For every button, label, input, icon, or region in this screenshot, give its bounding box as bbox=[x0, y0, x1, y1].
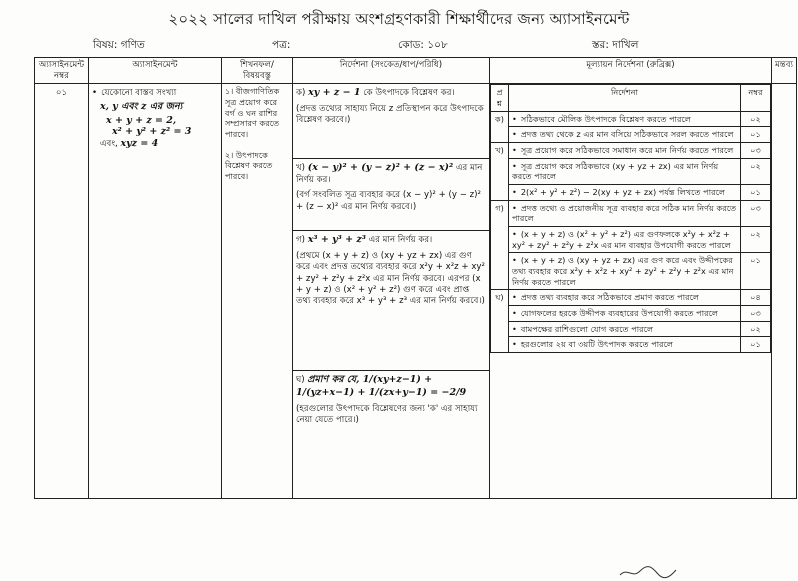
rubric-question-label: ঘ) bbox=[491, 290, 509, 353]
rubric-marks: ০৩ bbox=[741, 200, 771, 226]
rubric-marks: ০২ bbox=[741, 111, 771, 127]
question-hint: (প্রথমে (x + y + z) ও (xy + yz + zx) এর গুণ করে এবং প্রদত্ত তথ্যের ব্যবহার করে x²y + x²z + xy² + zy² + z²y + z²x এর মান নির্ণয় করবে। এরপর (x + y + z) ও (x² + y² + z²) গুণ করে এবং প্রাপ্ত তথ্য ব্যবহার করে x³ + y³ + z³ এর মান নির্ণয় করবে।) bbox=[296, 251, 485, 307]
rubric-row bbox=[491, 143, 771, 159]
rubric-marks: ০১ bbox=[741, 185, 771, 201]
rubric-row bbox=[491, 227, 771, 253]
equation-1: x + y + z = 2, bbox=[106, 115, 177, 127]
rubric-row bbox=[491, 290, 771, 306]
equation-3: xyz = 4 bbox=[120, 138, 159, 150]
rubric-instruction: সঠিকভাবে মৌলিক উৎপাদকে বিশ্লেষণ করতে পারলে bbox=[520, 113, 691, 124]
instructions-cell bbox=[293, 84, 490, 499]
question-tail: এর মান নির্ণয় কর। bbox=[368, 235, 433, 246]
assignment-table bbox=[34, 57, 797, 499]
assignment-cell bbox=[89, 84, 222, 499]
rubric-instruction: প্রদত্ত তথ্য ব্যবহার করে সঠিকভাবে প্রমাণ করতে পারলে bbox=[520, 292, 699, 303]
rubric-question-label: খ) bbox=[491, 143, 509, 201]
rubric-instruction: সূত্র প্রয়োগ করে সঠিকভাবে (xy + yz + zx) এর মান নির্ণয় করতে পারলে bbox=[512, 160, 719, 182]
question-label: ঘ) bbox=[296, 375, 305, 386]
col-header-assignment: অ্যাসাইনমেন্ট bbox=[89, 58, 222, 84]
col-header-number: অ্যাসাইনমেন্ট নম্বর bbox=[35, 58, 89, 84]
question-expression: x³ + y³ + z³ bbox=[307, 234, 366, 246]
rubric-question-label: ক) bbox=[491, 111, 509, 142]
rubric-header-marks: নম্বর bbox=[741, 85, 771, 111]
col-header-rubric: মূল্যায়ন নির্দেশনা (রুব্রিক্স) bbox=[490, 58, 772, 84]
rubric-marks: ০২ bbox=[741, 227, 771, 253]
rubric-row bbox=[491, 158, 771, 184]
assignment-number: ০১ bbox=[35, 84, 89, 499]
equation-2: x² + y² + z² = 3 bbox=[112, 126, 192, 138]
question-expression: প্রমাণ কর যে, 1/(xy+z−1) + 1/(yz+x−1) + 1/(zx+y−1) = −2/9 bbox=[296, 374, 467, 398]
rubric-instruction: প্রদত্ত তথ্য থেকে z এর মান বসিয়ে সঠিকভাবে সরল করতে পারলে bbox=[520, 129, 734, 140]
rubric-marks: ০৪ bbox=[741, 290, 771, 306]
rubric-marks: ০২ bbox=[741, 158, 771, 184]
rubric-instruction: যোগফলের হরকে উদ্দীপক ব্যবহারের উপযোগী করতে পারলে bbox=[520, 307, 718, 318]
rubric-marks: ০১ bbox=[741, 337, 771, 353]
learning-outcome-1: ১। বীজগাণিতিক সূত্র প্রয়োগ করে বর্গ ও ঘন রাশির সম্প্রসারণ করতে পারবে। bbox=[225, 86, 280, 140]
question-expression: (x − y)² + (y − z)² + (z − x)² bbox=[307, 162, 454, 174]
rubric-marks: ০১ bbox=[741, 253, 771, 290]
rubric-row bbox=[491, 200, 771, 226]
question-hint: (প্রদত্ত তথ্যের সাহায্য নিয়ে z প্রতিস্থাপন করে উৎপাদকে বিশ্লেষণ করবে।) bbox=[296, 104, 484, 126]
rubric-row bbox=[491, 253, 771, 290]
col-header-remarks: মন্তব্য bbox=[772, 58, 797, 84]
rubric-instruction: হরগুলোর ২য় বা ৩য়টি উৎপাদক করতে পারলে bbox=[520, 339, 674, 350]
rubric-cell bbox=[490, 84, 772, 499]
question-tail: এর মান নির্ণয় কর। bbox=[296, 163, 483, 185]
rubric-instruction: বামপক্ষের রাশিগুলো যোগ করতে পারলে bbox=[520, 323, 654, 334]
rubric-instruction: প্রদত্ত তথ্যে ও প্রয়োজনীয় সূত্র ব্যবহার করে সঠিক মান নির্ণয় করতে পারলে bbox=[512, 202, 737, 224]
rubric-marks: ০১ bbox=[741, 127, 771, 143]
rubric-instruction: (x + y + z) ও (x² + y² + z²) এর গুণফলকে x²y + x²z + xy² + zy² + z²y + z²x এর মান ব্যবহার উপযোগী করতে পারলে bbox=[512, 229, 731, 250]
question-block bbox=[293, 158, 489, 230]
page-title: ২০২২ সালের দাখিল পরীক্ষায় অংশগ্রহণকারী শিক্ষার্থীদের জন্য অ্যাসাইনমেন্ট bbox=[168, 10, 630, 28]
learning-outcome-2: ২। উৎপাদকে বিশ্লেষণ করতে পারবে। bbox=[225, 149, 273, 182]
rubric-header-instruction: নির্দেশনা bbox=[509, 85, 741, 111]
learning-cell bbox=[222, 84, 293, 499]
rubric-marks: ০২ bbox=[741, 321, 771, 337]
rubric-row bbox=[491, 185, 771, 201]
col-header-learning: শিখনফল/ বিষয়বস্তু bbox=[222, 58, 293, 84]
paper-label: পত্র: bbox=[272, 39, 291, 51]
equation-3-prefix: এবং, bbox=[100, 139, 118, 150]
rubric-instruction: 2(x² + y² + z²) − 2(xy + yz + zx) পর্যন্ত লিখতে পারলে bbox=[520, 187, 725, 198]
rubric-header-q: প্র শ্ন bbox=[491, 85, 509, 111]
question-block bbox=[293, 370, 489, 498]
table-row bbox=[35, 84, 797, 499]
signature bbox=[618, 565, 678, 579]
rubric-row bbox=[491, 305, 771, 321]
rubric-row bbox=[491, 337, 771, 353]
question-hint: (হরগুলোর উৎপাদকে বিশ্লেষণের জন্য 'ক' এর সাহায্য নেয়া যেতে পারে।) bbox=[296, 403, 478, 425]
question-block bbox=[293, 84, 489, 158]
question-label: ক) bbox=[296, 88, 306, 99]
remarks-cell bbox=[772, 84, 797, 499]
question-label: খ) bbox=[296, 163, 305, 174]
assignment-text: • যেকোনো বাস্তব সংখ্যা bbox=[92, 86, 218, 100]
question-hint: (বর্গ সংবলিত সূত্র ব্যবহার করে (x − y)² + (y − z)² + (z − x)² এর মান নির্ণয় করবে।) bbox=[296, 190, 481, 212]
rubric-table bbox=[490, 84, 771, 352]
rubric-instruction: (x + y + z) ও (xy + yz + zx) এর গুণ করে এবং উদ্দীপকের তথ্য ব্যবহার করে x²y + x²z + xy² + zy² + z²y + z²x এর মান নির্ণয় করতে পারলে bbox=[512, 255, 734, 287]
assignment-vars: x, y এবং z এর জন্য bbox=[100, 101, 183, 113]
rubric-row bbox=[491, 127, 771, 143]
rubric-row bbox=[491, 321, 771, 337]
subject-label: বিষয়: গণিত bbox=[93, 39, 145, 51]
question-expression: xy + z − 1 bbox=[308, 87, 361, 99]
rubric-instruction: সূত্র প্রয়োগ করে সঠিকভাবে সমাধান করে মান নির্ণয় করতে পারলে bbox=[520, 145, 734, 156]
code-label: কোড: ১০৮ bbox=[398, 39, 448, 51]
rubric-question-label: গ) bbox=[491, 200, 509, 290]
question-tail: কে উৎপাদকে বিশ্লেষণ কর। bbox=[363, 88, 455, 99]
col-header-instructions: নির্দেশনা (সংকেত/ধাপ/পরিধি) bbox=[293, 58, 490, 84]
rubric-marks: ০৩ bbox=[741, 143, 771, 159]
question-block bbox=[293, 230, 489, 370]
rubric-row bbox=[491, 111, 771, 127]
rubric-marks: ০৩ bbox=[741, 305, 771, 321]
level-label: স্তর: দাখিল bbox=[592, 39, 639, 51]
question-label: গ) bbox=[296, 235, 305, 246]
